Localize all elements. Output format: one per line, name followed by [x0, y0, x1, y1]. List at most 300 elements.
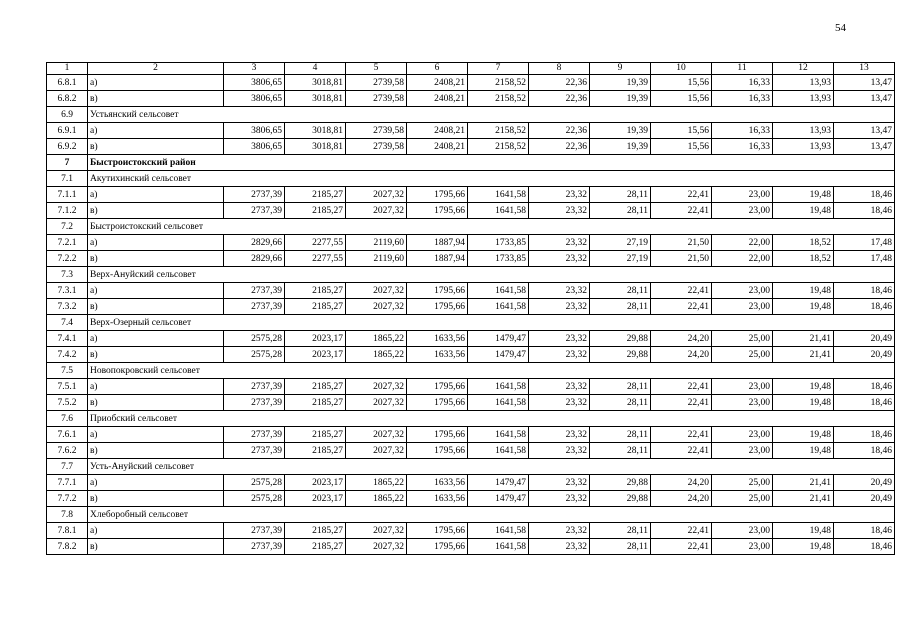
section-name: Приобский сельсовет: [88, 411, 895, 427]
section-name: Верх-Ануйский сельсовет: [88, 267, 895, 283]
column-number-header: 10: [651, 63, 712, 75]
row-number-cell: 7.3.2: [47, 299, 88, 315]
column-number-header: 2: [88, 63, 224, 75]
value-cell: 28,11: [590, 523, 651, 539]
table-row: [47, 75, 895, 91]
value-cell: 22,36: [529, 75, 590, 91]
value-cell: 1795,66: [407, 187, 468, 203]
value-cell: 19,48: [773, 443, 834, 459]
value-cell: 22,36: [529, 123, 590, 139]
table-row: [47, 283, 895, 299]
value-cell: 22,41: [651, 379, 712, 395]
value-cell: 1795,66: [407, 283, 468, 299]
value-cell: 2739,58: [346, 139, 407, 155]
row-number-cell: 7.4: [47, 315, 88, 331]
value-cell: 2185,27: [285, 427, 346, 443]
column-number-header: 7: [468, 63, 529, 75]
row-number-cell: 6.8.1: [47, 75, 88, 91]
value-cell: 2185,27: [285, 395, 346, 411]
row-number-cell: 7.6: [47, 411, 88, 427]
value-cell: 2829,66: [224, 251, 285, 267]
value-cell: 2185,27: [285, 187, 346, 203]
value-cell: 16,33: [712, 75, 773, 91]
row-label-cell: а): [88, 475, 224, 491]
table-row: [47, 235, 895, 251]
value-cell: 2023,17: [285, 475, 346, 491]
value-cell: 23,00: [712, 427, 773, 443]
value-cell: 22,41: [651, 427, 712, 443]
value-cell: 23,32: [529, 443, 590, 459]
value-cell: 2185,27: [285, 443, 346, 459]
row-label-cell: в): [88, 139, 224, 155]
row-label-cell: в): [88, 347, 224, 363]
value-cell: 18,46: [834, 379, 895, 395]
value-cell: 28,11: [590, 283, 651, 299]
value-cell: 23,32: [529, 491, 590, 507]
value-cell: 22,00: [712, 251, 773, 267]
row-number-cell: 6.9: [47, 107, 88, 123]
value-cell: 2739,58: [346, 91, 407, 107]
value-cell: 2737,39: [224, 203, 285, 219]
row-label-cell: в): [88, 491, 224, 507]
value-cell: 1633,56: [407, 491, 468, 507]
value-cell: 2737,39: [224, 299, 285, 315]
value-cell: 1641,58: [468, 283, 529, 299]
value-cell: 2408,21: [407, 139, 468, 155]
value-cell: 3018,81: [285, 123, 346, 139]
value-cell: 22,41: [651, 523, 712, 539]
value-cell: 2027,32: [346, 427, 407, 443]
table-row: [47, 379, 895, 395]
row-number-cell: 7.2.1: [47, 235, 88, 251]
row-label-cell: а): [88, 331, 224, 347]
value-cell: 28,11: [590, 203, 651, 219]
row-number-cell: 7: [47, 155, 88, 171]
value-cell: 2575,28: [224, 347, 285, 363]
value-cell: 2158,52: [468, 91, 529, 107]
value-cell: 24,20: [651, 475, 712, 491]
value-cell: 1795,66: [407, 395, 468, 411]
value-cell: 29,88: [590, 347, 651, 363]
row-number-cell: 7.1: [47, 171, 88, 187]
value-cell: 2119,60: [346, 235, 407, 251]
value-cell: 18,46: [834, 395, 895, 411]
row-label-cell: в): [88, 443, 224, 459]
section-heading-row: [47, 507, 895, 523]
value-cell: 3806,65: [224, 123, 285, 139]
value-cell: 13,47: [834, 75, 895, 91]
value-cell: 23,32: [529, 203, 590, 219]
value-cell: 19,48: [773, 395, 834, 411]
value-cell: 29,88: [590, 491, 651, 507]
value-cell: 2027,32: [346, 523, 407, 539]
value-cell: 22,41: [651, 283, 712, 299]
value-cell: 20,49: [834, 491, 895, 507]
column-number-header: 9: [590, 63, 651, 75]
row-label-cell: а): [88, 235, 224, 251]
value-cell: 1795,66: [407, 203, 468, 219]
value-cell: 1479,47: [468, 331, 529, 347]
value-cell: 2119,60: [346, 251, 407, 267]
row-number-cell: 7.7.1: [47, 475, 88, 491]
value-cell: 18,46: [834, 539, 895, 555]
value-cell: 23,00: [712, 523, 773, 539]
value-cell: 2185,27: [285, 203, 346, 219]
table-row: [47, 523, 895, 539]
table-row: [47, 539, 895, 555]
value-cell: 23,32: [529, 299, 590, 315]
value-cell: 2023,17: [285, 491, 346, 507]
value-cell: 1633,56: [407, 475, 468, 491]
table-row: [47, 395, 895, 411]
value-cell: 15,56: [651, 123, 712, 139]
value-cell: 19,48: [773, 187, 834, 203]
value-cell: 2185,27: [285, 523, 346, 539]
value-cell: 13,47: [834, 91, 895, 107]
table-row: [47, 299, 895, 315]
value-cell: 28,11: [590, 427, 651, 443]
value-cell: 1733,85: [468, 251, 529, 267]
value-cell: 16,33: [712, 123, 773, 139]
value-cell: 21,41: [773, 491, 834, 507]
value-cell: 2158,52: [468, 123, 529, 139]
value-cell: 22,41: [651, 395, 712, 411]
row-number-cell: 7.1.1: [47, 187, 88, 203]
row-number-cell: 7.8.2: [47, 539, 88, 555]
value-cell: 19,39: [590, 75, 651, 91]
table-body: [47, 63, 895, 555]
value-cell: 2408,21: [407, 123, 468, 139]
value-cell: 2737,39: [224, 523, 285, 539]
column-number-header: 4: [285, 63, 346, 75]
value-cell: 2027,32: [346, 283, 407, 299]
value-cell: 28,11: [590, 395, 651, 411]
value-cell: 1795,66: [407, 523, 468, 539]
value-cell: 2737,39: [224, 443, 285, 459]
value-cell: 1641,58: [468, 187, 529, 203]
value-cell: 2408,21: [407, 75, 468, 91]
value-cell: 2737,39: [224, 427, 285, 443]
value-cell: 2027,32: [346, 539, 407, 555]
value-cell: 2027,32: [346, 379, 407, 395]
row-number-cell: 7.6.2: [47, 443, 88, 459]
value-cell: 2185,27: [285, 299, 346, 315]
row-label-cell: а): [88, 283, 224, 299]
value-cell: 3018,81: [285, 91, 346, 107]
value-cell: 15,56: [651, 91, 712, 107]
value-cell: 22,41: [651, 187, 712, 203]
row-number-cell: 7.1.2: [47, 203, 88, 219]
column-number-header: 5: [346, 63, 407, 75]
value-cell: 25,00: [712, 491, 773, 507]
value-cell: 19,39: [590, 123, 651, 139]
value-cell: 1887,94: [407, 251, 468, 267]
value-cell: 22,41: [651, 443, 712, 459]
value-cell: 1795,66: [407, 427, 468, 443]
row-label-cell: а): [88, 427, 224, 443]
value-cell: 19,48: [773, 283, 834, 299]
value-cell: 18,46: [834, 283, 895, 299]
column-number-header: 6: [407, 63, 468, 75]
value-cell: 27,19: [590, 251, 651, 267]
tariff-table: [46, 62, 895, 555]
value-cell: 21,41: [773, 475, 834, 491]
column-number-header: 11: [712, 63, 773, 75]
value-cell: 2737,39: [224, 395, 285, 411]
value-cell: 21,50: [651, 235, 712, 251]
section-heading-row: [47, 315, 895, 331]
value-cell: 1795,66: [407, 299, 468, 315]
value-cell: 2023,17: [285, 331, 346, 347]
value-cell: 2027,32: [346, 395, 407, 411]
value-cell: 2739,58: [346, 123, 407, 139]
section-heading-row: [47, 363, 895, 379]
value-cell: 17,48: [834, 251, 895, 267]
row-label-cell: а): [88, 523, 224, 539]
row-label-cell: в): [88, 539, 224, 555]
row-number-cell: 7.7: [47, 459, 88, 475]
value-cell: 23,00: [712, 187, 773, 203]
value-cell: 23,00: [712, 379, 773, 395]
value-cell: 2277,55: [285, 235, 346, 251]
value-cell: 16,33: [712, 139, 773, 155]
value-cell: 2737,39: [224, 187, 285, 203]
value-cell: 29,88: [590, 475, 651, 491]
value-cell: 19,39: [590, 91, 651, 107]
value-cell: 1641,58: [468, 299, 529, 315]
value-cell: 23,32: [529, 427, 590, 443]
value-cell: 24,20: [651, 347, 712, 363]
value-cell: 18,46: [834, 203, 895, 219]
row-label-cell: в): [88, 251, 224, 267]
section-name: Новопокровский сельсовет: [88, 363, 895, 379]
value-cell: 18,46: [834, 427, 895, 443]
section-heading-row: [47, 219, 895, 235]
value-cell: 1479,47: [468, 347, 529, 363]
value-cell: 25,00: [712, 331, 773, 347]
table-row: [47, 331, 895, 347]
value-cell: 2185,27: [285, 379, 346, 395]
table-row: [47, 203, 895, 219]
value-cell: 18,52: [773, 251, 834, 267]
section-name: Устьянский сельсовет: [88, 107, 895, 123]
value-cell: 2737,39: [224, 379, 285, 395]
value-cell: 1479,47: [468, 475, 529, 491]
district-name: Быстроистокский район: [88, 155, 895, 171]
column-number-header: 1: [47, 63, 88, 75]
value-cell: 1865,22: [346, 491, 407, 507]
row-number-cell: 7.5.1: [47, 379, 88, 395]
value-cell: 2575,28: [224, 491, 285, 507]
row-number-cell: 6.9.1: [47, 123, 88, 139]
value-cell: 23,32: [529, 539, 590, 555]
value-cell: 1641,58: [468, 379, 529, 395]
section-name: Акутихинский сельсовет: [88, 171, 895, 187]
value-cell: 23,32: [529, 235, 590, 251]
value-cell: 2185,27: [285, 283, 346, 299]
value-cell: 21,50: [651, 251, 712, 267]
value-cell: 1865,22: [346, 347, 407, 363]
value-cell: 23,00: [712, 443, 773, 459]
row-label-cell: а): [88, 123, 224, 139]
value-cell: 13,47: [834, 123, 895, 139]
table-row: [47, 491, 895, 507]
value-cell: 23,32: [529, 251, 590, 267]
row-number-cell: 6.9.2: [47, 139, 88, 155]
value-cell: 1633,56: [407, 331, 468, 347]
value-cell: 13,93: [773, 123, 834, 139]
row-number-cell: 7.3.1: [47, 283, 88, 299]
row-number-cell: 7.5.2: [47, 395, 88, 411]
value-cell: 28,11: [590, 299, 651, 315]
value-cell: 2027,32: [346, 203, 407, 219]
section-heading-row: [47, 107, 895, 123]
value-cell: 2027,32: [346, 187, 407, 203]
value-cell: 19,48: [773, 427, 834, 443]
value-cell: 3806,65: [224, 91, 285, 107]
value-cell: 1795,66: [407, 443, 468, 459]
value-cell: 25,00: [712, 347, 773, 363]
row-label-cell: а): [88, 379, 224, 395]
value-cell: 23,32: [529, 331, 590, 347]
value-cell: 2737,39: [224, 283, 285, 299]
section-name: Верх-Озерный сельсовет: [88, 315, 895, 331]
table-row: [47, 443, 895, 459]
row-label-cell: в): [88, 395, 224, 411]
value-cell: 22,00: [712, 235, 773, 251]
value-cell: 2575,28: [224, 475, 285, 491]
column-number-header: 3: [224, 63, 285, 75]
value-cell: 23,32: [529, 379, 590, 395]
row-number-cell: 7.3: [47, 267, 88, 283]
value-cell: 23,32: [529, 395, 590, 411]
value-cell: 25,00: [712, 475, 773, 491]
value-cell: 18,46: [834, 187, 895, 203]
row-number-cell: 7.6.1: [47, 427, 88, 443]
value-cell: 23,00: [712, 283, 773, 299]
value-cell: 2158,52: [468, 75, 529, 91]
value-cell: 23,00: [712, 203, 773, 219]
value-cell: 1887,94: [407, 235, 468, 251]
value-cell: 19,48: [773, 299, 834, 315]
value-cell: 28,11: [590, 187, 651, 203]
value-cell: 2185,27: [285, 539, 346, 555]
value-cell: 2277,55: [285, 251, 346, 267]
value-cell: 23,32: [529, 187, 590, 203]
value-cell: 2408,21: [407, 91, 468, 107]
value-cell: 22,41: [651, 299, 712, 315]
row-number-cell: 7.4.2: [47, 347, 88, 363]
value-cell: 23,32: [529, 283, 590, 299]
value-cell: 1479,47: [468, 491, 529, 507]
value-cell: 22,41: [651, 539, 712, 555]
value-cell: 3018,81: [285, 75, 346, 91]
section-heading-row: [47, 459, 895, 475]
value-cell: 13,93: [773, 139, 834, 155]
value-cell: 2575,28: [224, 331, 285, 347]
value-cell: 22,41: [651, 203, 712, 219]
row-number-cell: 7.2: [47, 219, 88, 235]
value-cell: 23,00: [712, 395, 773, 411]
section-name: Хлеборобный сельсовет: [88, 507, 895, 523]
value-cell: 1641,58: [468, 523, 529, 539]
value-cell: 1641,58: [468, 203, 529, 219]
row-label-cell: в): [88, 91, 224, 107]
value-cell: 3806,65: [224, 75, 285, 91]
row-number-cell: 7.2.2: [47, 251, 88, 267]
value-cell: 21,41: [773, 331, 834, 347]
value-cell: 1641,58: [468, 395, 529, 411]
row-number-cell: 7.5: [47, 363, 88, 379]
section-heading-row: [47, 267, 895, 283]
table-row: [47, 139, 895, 155]
row-label-cell: а): [88, 187, 224, 203]
value-cell: 2158,52: [468, 139, 529, 155]
value-cell: 19,48: [773, 539, 834, 555]
column-number-header: 12: [773, 63, 834, 75]
value-cell: 15,56: [651, 139, 712, 155]
value-cell: 2829,66: [224, 235, 285, 251]
value-cell: 2027,32: [346, 299, 407, 315]
row-number-cell: 7.8.1: [47, 523, 88, 539]
value-cell: 1795,66: [407, 379, 468, 395]
row-number-cell: 7.7.2: [47, 491, 88, 507]
value-cell: 21,41: [773, 347, 834, 363]
table-row: [47, 91, 895, 107]
table-row: [47, 123, 895, 139]
value-cell: 13,93: [773, 91, 834, 107]
value-cell: 1865,22: [346, 331, 407, 347]
district-heading-row: [47, 155, 895, 171]
row-number-cell: 7.8: [47, 507, 88, 523]
value-cell: 17,48: [834, 235, 895, 251]
value-cell: 20,49: [834, 331, 895, 347]
value-cell: 18,46: [834, 523, 895, 539]
value-cell: 1641,58: [468, 539, 529, 555]
value-cell: 3018,81: [285, 139, 346, 155]
column-number-header: 13: [834, 63, 895, 75]
value-cell: 3806,65: [224, 139, 285, 155]
value-cell: 18,46: [834, 299, 895, 315]
value-cell: 1795,66: [407, 539, 468, 555]
table-row: [47, 347, 895, 363]
value-cell: 27,19: [590, 235, 651, 251]
row-number-cell: 7.4.1: [47, 331, 88, 347]
value-cell: 23,32: [529, 523, 590, 539]
value-cell: 23,32: [529, 475, 590, 491]
section-name: Усть-Ануйский сельсовет: [88, 459, 895, 475]
value-cell: 20,49: [834, 475, 895, 491]
row-label-cell: в): [88, 299, 224, 315]
table-row: [47, 251, 895, 267]
value-cell: 1733,85: [468, 235, 529, 251]
value-cell: 22,36: [529, 91, 590, 107]
value-cell: 13,93: [773, 75, 834, 91]
table-row: [47, 427, 895, 443]
value-cell: 23,00: [712, 539, 773, 555]
value-cell: 2027,32: [346, 443, 407, 459]
value-cell: 24,20: [651, 491, 712, 507]
value-cell: 19,48: [773, 379, 834, 395]
value-cell: 29,88: [590, 331, 651, 347]
value-cell: 24,20: [651, 331, 712, 347]
column-number-header: 8: [529, 63, 590, 75]
value-cell: 1865,22: [346, 475, 407, 491]
value-cell: 2737,39: [224, 539, 285, 555]
value-cell: 28,11: [590, 443, 651, 459]
value-cell: 22,36: [529, 139, 590, 155]
value-cell: 23,00: [712, 299, 773, 315]
